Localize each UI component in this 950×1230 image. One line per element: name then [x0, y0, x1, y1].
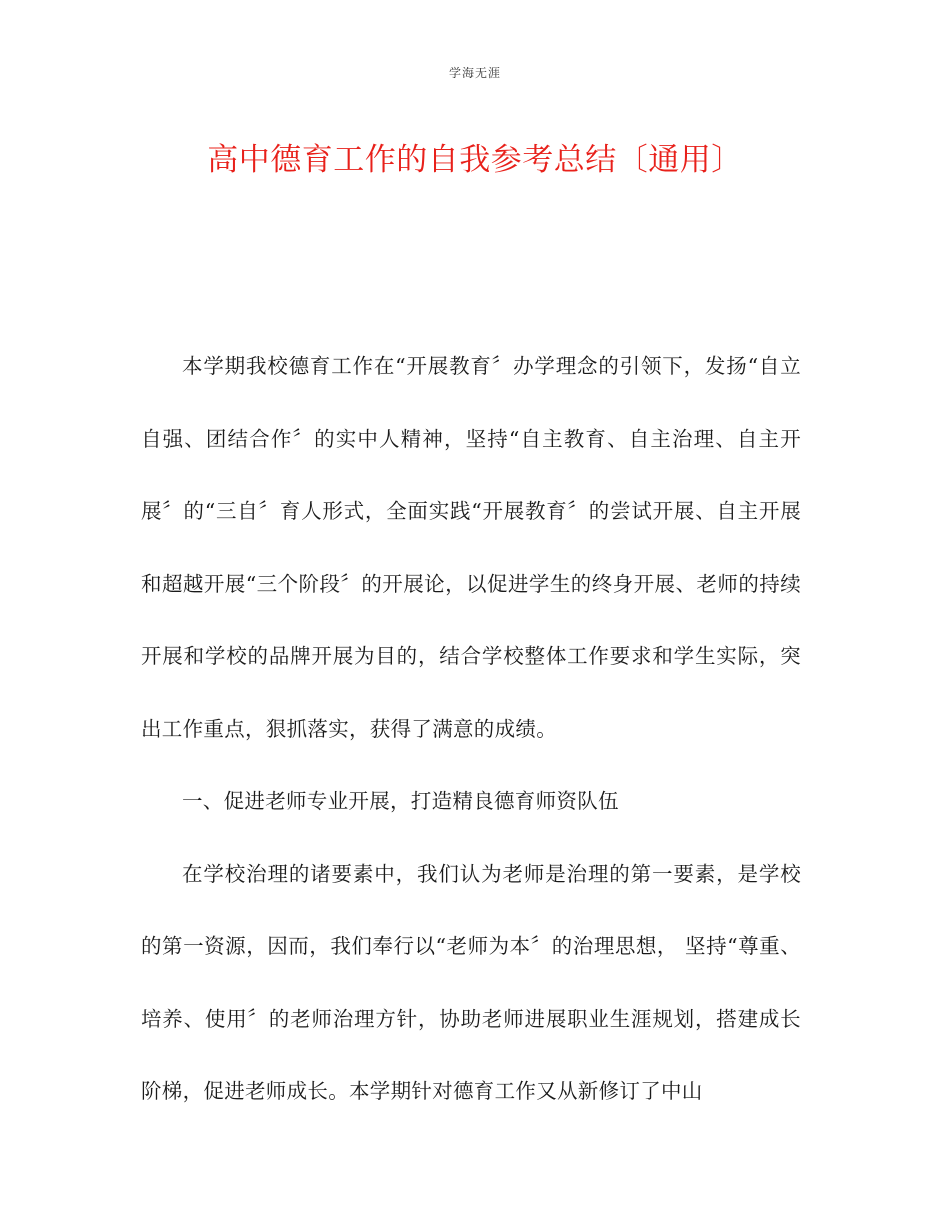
header-mark: 学海无涯 — [448, 66, 501, 80]
paragraph-section-1: 在学校治理的诸要素中，我们认为老师是治理的第一要素，是学校的第一资源，因而，我们奉行以“老师为本〞的治理思想， 坚持“尊重、培养、使用〞的老师治理方针，协助老师进展职业生涯规划，搭建成长阶梯，促进老师成长。本学期针对德育工作又从新修订了中山 — [141, 861, 801, 1103]
paragraph-intro: 本学期我校德育工作在“开展教育〞办学理念的引领下，发扬“自立自强、团结合作〞的实中人精神，坚持“自主教育、自主治理、自主开展〞的“三自〞育人形式，全面实践“开展教育〞的尝试开展、自主开展和超越开展“三个阶段〞的开展论，以促进学生的终身开展、老师的持续开展和学校的品牌开展为目的，结合学校整体工作要求和学生实际，突出工作重点，狠抓落实，获得了满意的成绩。 — [141, 354, 801, 741]
section-heading-1: 一、促进老师专业开展，打造精良德育师资队伍 — [182, 789, 619, 813]
document-title: 高中德育工作的自我参考总结〔通用〕 — [207, 142, 743, 178]
document-body — [141, 330, 801, 1128]
